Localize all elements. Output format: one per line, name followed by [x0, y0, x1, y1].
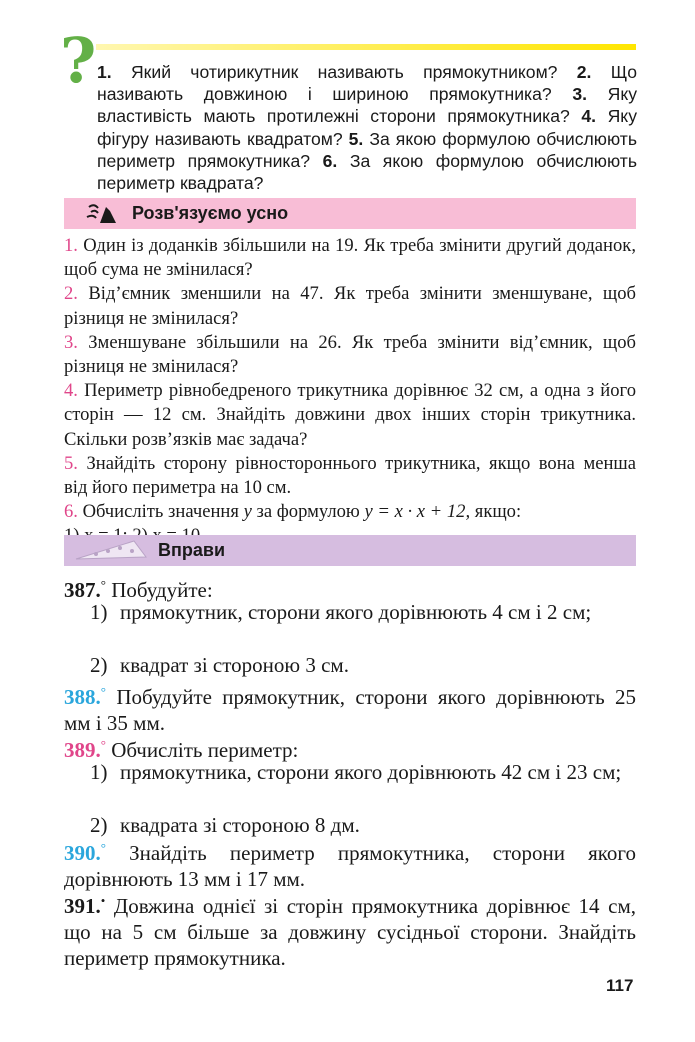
list-item: 3. Зменшуване збільшили на 26. Як треба змінити від’ємник, щоб різниця не змінилася? — [64, 331, 637, 378]
oral-section-header — [64, 198, 636, 229]
list-item: 6. Обчисліть значення y за формулою y = x · x + 12, якщо: — [64, 501, 522, 523]
speaking-head-icon — [86, 201, 122, 227]
oral-section-title: Розв'язуємо усно — [132, 203, 289, 223]
header-rule — [96, 44, 636, 50]
exercise-388: 388.° Побудуйте прямокутник, сторони якого дорівнюють 25 мм і 35 мм. — [64, 684, 637, 735]
oral-exercises — [64, 234, 636, 549]
exercise-387: 387.° Побудуйте: — [64, 577, 213, 602]
page-number: 117 — [606, 976, 634, 995]
ruler-icon — [74, 539, 148, 561]
exercise-389: 389.° Обчисліть периметр: — [64, 737, 299, 762]
exercise-390: 390.° Знайдіть периметр прямокутника, сторони якого дорівнюють 13 мм і 17 мм. — [64, 840, 637, 891]
question-mark-icon: ? — [60, 24, 97, 97]
list-item: 2. Від’ємник зменшили на 47. Як треба змінити зменшуване, щоб різниця не змінилася? — [64, 283, 636, 329]
exercises-section-header — [64, 535, 636, 566]
list-item: 1. Один із доданків збільшили на 19. Як треба змінити другий доданок, щоб сума не змінилася? — [64, 235, 636, 281]
exercises-section-title: Вправи — [158, 540, 226, 560]
review-questions: 1. Який чотирикутник називають прямокутником? 2. Що називають довжиною і шириною прямокутника? 3. Яку властивість мають протилежні сторони прямокутника? 4. Яку фігуру називають квадратом? 5. За якою формулою обчислюють периметр прямокутника? 6. За якою формулою обчислюють периметр квадрата? — [97, 62, 638, 194]
list-item: 4. Периметр рівнобедреного трикутника дорівнює 32 см, а одна з його сторін — 12 см. Знайдіть довжини двох інших сторін трикутника. Скільки розв’язків має задача? — [64, 380, 636, 450]
exercise-391: 391.• Довжина однієї зі сторін прямокутника дорівнює 14 см, що на 5 см більше за довжину сусідньої сторони. Знайдіть периметр прямокутника. — [64, 893, 636, 970]
list-item: 5. Знайдіть сторону рівностороннього трикутника, якщо вона менша від його периметра на 10 см. — [64, 452, 636, 499]
